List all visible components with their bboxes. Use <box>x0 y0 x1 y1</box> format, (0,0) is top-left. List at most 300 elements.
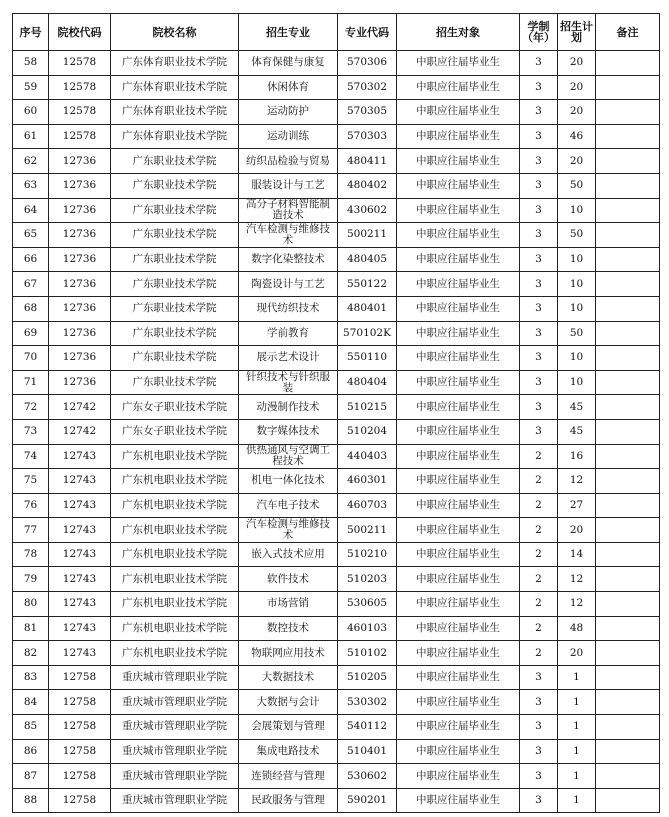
header-major: 招生专业 <box>239 14 338 51</box>
table-row <box>13 567 660 592</box>
cell-major: 汽车检测与维修技术 <box>239 518 338 543</box>
cell-major: 汽车检测与维修技术 <box>239 223 338 248</box>
cell-major: 市场营销 <box>239 592 338 617</box>
cell-school-code: 12758 <box>49 739 111 764</box>
cell-duration: 3 <box>520 788 558 813</box>
cell-major-code: 510210 <box>338 542 397 567</box>
cell-major-code: 550122 <box>338 272 397 297</box>
cell-major-code: 570302 <box>338 75 397 100</box>
cell-school-code: 12736 <box>49 321 111 346</box>
cell-quota: 1 <box>558 690 596 715</box>
cell-duration: 3 <box>520 223 558 248</box>
cell-duration: 2 <box>520 444 558 469</box>
cell-quota: 1 <box>558 715 596 740</box>
cell-major-code: 510203 <box>338 567 397 592</box>
cell-school-name: 广东机电职业技术学院 <box>111 592 239 617</box>
cell-major-code: 440403 <box>338 444 397 469</box>
cell-major-code: 570306 <box>338 51 397 76</box>
cell-school-name: 广东职业技术学院 <box>111 370 239 395</box>
table-row <box>13 419 660 444</box>
cell-major: 大数据与会计 <box>239 690 338 715</box>
cell-serial: 80 <box>13 592 49 617</box>
cell-school-code: 12578 <box>49 100 111 125</box>
cell-target: 中职应往届毕业生 <box>397 592 520 617</box>
table-header-row <box>13 14 660 51</box>
cell-remarks <box>596 764 660 789</box>
cell-school-code: 12743 <box>49 542 111 567</box>
enrollment-table-container <box>12 13 660 813</box>
cell-school-code: 12743 <box>49 444 111 469</box>
cell-duration: 3 <box>520 51 558 76</box>
cell-serial: 73 <box>13 419 49 444</box>
cell-major-code: 430602 <box>338 198 397 223</box>
cell-serial: 63 <box>13 173 49 198</box>
cell-school-name: 广东机电职业技术学院 <box>111 518 239 543</box>
cell-school-code: 12743 <box>49 616 111 641</box>
cell-school-name: 广东机电职业技术学院 <box>111 616 239 641</box>
cell-remarks <box>596 272 660 297</box>
cell-target: 中职应往届毕业生 <box>397 567 520 592</box>
cell-major: 供热通风与空调工程技术 <box>239 444 338 469</box>
cell-duration: 3 <box>520 198 558 223</box>
cell-school-code: 12736 <box>49 346 111 371</box>
header-major-code: 专业代码 <box>338 14 397 51</box>
cell-remarks <box>596 296 660 321</box>
cell-serial: 62 <box>13 149 49 174</box>
cell-school-code: 12578 <box>49 51 111 76</box>
cell-major: 集成电路技术 <box>239 739 338 764</box>
cell-major: 运动防护 <box>239 100 338 125</box>
cell-school-code: 12736 <box>49 223 111 248</box>
cell-major-code: 570102K <box>338 321 397 346</box>
cell-serial: 74 <box>13 444 49 469</box>
cell-duration: 3 <box>520 149 558 174</box>
cell-school-name: 重庆城市管理职业学院 <box>111 690 239 715</box>
cell-quota: 1 <box>558 739 596 764</box>
cell-remarks <box>596 419 660 444</box>
cell-duration: 3 <box>520 370 558 395</box>
cell-school-code: 12736 <box>49 198 111 223</box>
cell-duration: 3 <box>520 419 558 444</box>
cell-target: 中职应往届毕业生 <box>397 542 520 567</box>
cell-duration: 3 <box>520 272 558 297</box>
cell-remarks <box>596 444 660 469</box>
cell-school-code: 12742 <box>49 419 111 444</box>
cell-school-name: 广东女子职业技术学院 <box>111 419 239 444</box>
cell-major-code: 530302 <box>338 690 397 715</box>
cell-quota: 10 <box>558 247 596 272</box>
cell-quota: 20 <box>558 518 596 543</box>
table-row <box>13 321 660 346</box>
cell-major: 大数据技术 <box>239 665 338 690</box>
cell-target: 中职应往届毕业生 <box>397 739 520 764</box>
cell-serial: 60 <box>13 100 49 125</box>
cell-remarks <box>596 567 660 592</box>
cell-remarks <box>596 518 660 543</box>
cell-major: 服装设计与工艺 <box>239 173 338 198</box>
cell-target: 中职应往届毕业生 <box>397 370 520 395</box>
cell-major: 现代纺织技术 <box>239 296 338 321</box>
cell-school-name: 重庆城市管理职业学院 <box>111 715 239 740</box>
cell-major-code: 540112 <box>338 715 397 740</box>
cell-school-name: 广东机电职业技术学院 <box>111 641 239 666</box>
cell-major: 学前教育 <box>239 321 338 346</box>
cell-major-code: 510102 <box>338 641 397 666</box>
cell-serial: 81 <box>13 616 49 641</box>
cell-serial: 83 <box>13 665 49 690</box>
cell-remarks <box>596 51 660 76</box>
table-row <box>13 665 660 690</box>
table-row <box>13 296 660 321</box>
cell-major-code: 510204 <box>338 419 397 444</box>
cell-major: 数控技术 <box>239 616 338 641</box>
cell-target: 中职应往届毕业生 <box>397 395 520 420</box>
cell-school-name: 广东机电职业技术学院 <box>111 542 239 567</box>
cell-major: 数字化染整技术 <box>239 247 338 272</box>
cell-major: 嵌入式技术应用 <box>239 542 338 567</box>
cell-remarks <box>596 346 660 371</box>
cell-major-code: 500211 <box>338 518 397 543</box>
cell-duration: 3 <box>520 690 558 715</box>
cell-remarks <box>596 788 660 813</box>
cell-major-code: 590201 <box>338 788 397 813</box>
cell-duration: 3 <box>520 665 558 690</box>
cell-school-name: 广东机电职业技术学院 <box>111 444 239 469</box>
cell-school-code: 12736 <box>49 370 111 395</box>
table-row <box>13 247 660 272</box>
cell-school-code: 12736 <box>49 149 111 174</box>
header-duration: 学制（年） <box>520 14 558 51</box>
cell-major-code: 480402 <box>338 173 397 198</box>
cell-major-code: 550110 <box>338 346 397 371</box>
cell-major-code: 530605 <box>338 592 397 617</box>
cell-serial: 82 <box>13 641 49 666</box>
cell-school-name: 广东体育职业技术学院 <box>111 100 239 125</box>
cell-quota: 50 <box>558 173 596 198</box>
cell-serial: 78 <box>13 542 49 567</box>
cell-school-code: 12758 <box>49 690 111 715</box>
cell-target: 中职应往届毕业生 <box>397 124 520 149</box>
cell-target: 中职应往届毕业生 <box>397 469 520 494</box>
cell-duration: 3 <box>520 395 558 420</box>
cell-school-name: 广东体育职业技术学院 <box>111 51 239 76</box>
table-row <box>13 592 660 617</box>
cell-school-name: 广东机电职业技术学院 <box>111 493 239 518</box>
cell-remarks <box>596 173 660 198</box>
cell-major: 物联网应用技术 <box>239 641 338 666</box>
cell-school-name: 广东体育职业技术学院 <box>111 124 239 149</box>
cell-major-code: 510215 <box>338 395 397 420</box>
cell-school-code: 12758 <box>49 764 111 789</box>
enrollment-table <box>12 13 660 813</box>
cell-quota: 12 <box>558 567 596 592</box>
cell-remarks <box>596 542 660 567</box>
cell-school-name: 重庆城市管理职业学院 <box>111 665 239 690</box>
cell-duration: 3 <box>520 100 558 125</box>
cell-serial: 85 <box>13 715 49 740</box>
cell-target: 中职应往届毕业生 <box>397 518 520 543</box>
cell-duration: 3 <box>520 247 558 272</box>
cell-major: 针织技术与针织服装 <box>239 370 338 395</box>
cell-quota: 12 <box>558 469 596 494</box>
cell-quota: 20 <box>558 641 596 666</box>
cell-serial: 77 <box>13 518 49 543</box>
cell-major-code: 570305 <box>338 100 397 125</box>
table-row <box>13 690 660 715</box>
cell-quota: 45 <box>558 395 596 420</box>
cell-quota: 1 <box>558 764 596 789</box>
cell-school-code: 12743 <box>49 493 111 518</box>
cell-target: 中职应往届毕业生 <box>397 100 520 125</box>
cell-school-name: 广东职业技术学院 <box>111 346 239 371</box>
cell-duration: 2 <box>520 592 558 617</box>
table-row <box>13 198 660 223</box>
cell-major-code: 480401 <box>338 296 397 321</box>
cell-serial: 72 <box>13 395 49 420</box>
cell-duration: 3 <box>520 75 558 100</box>
cell-remarks <box>596 641 660 666</box>
cell-target: 中职应往届毕业生 <box>397 715 520 740</box>
cell-school-name: 广东职业技术学院 <box>111 296 239 321</box>
cell-quota: 14 <box>558 542 596 567</box>
cell-remarks <box>596 75 660 100</box>
cell-school-code: 12742 <box>49 395 111 420</box>
cell-remarks <box>596 198 660 223</box>
cell-remarks <box>596 493 660 518</box>
cell-school-name: 广东职业技术学院 <box>111 272 239 297</box>
cell-remarks <box>596 665 660 690</box>
cell-school-name: 广东体育职业技术学院 <box>111 75 239 100</box>
table-row <box>13 370 660 395</box>
cell-major: 机电一体化技术 <box>239 469 338 494</box>
cell-target: 中职应往届毕业生 <box>397 764 520 789</box>
cell-target: 中职应往届毕业生 <box>397 788 520 813</box>
cell-serial: 61 <box>13 124 49 149</box>
cell-serial: 76 <box>13 493 49 518</box>
table-row <box>13 149 660 174</box>
table-row <box>13 518 660 543</box>
cell-major-code: 480405 <box>338 247 397 272</box>
cell-major: 软件技术 <box>239 567 338 592</box>
cell-serial: 66 <box>13 247 49 272</box>
cell-quota: 10 <box>558 346 596 371</box>
cell-serial: 67 <box>13 272 49 297</box>
cell-quota: 20 <box>558 51 596 76</box>
cell-target: 中职应往届毕业生 <box>397 272 520 297</box>
cell-quota: 50 <box>558 321 596 346</box>
cell-target: 中职应往届毕业生 <box>397 690 520 715</box>
cell-quota: 1 <box>558 788 596 813</box>
cell-major: 运动训练 <box>239 124 338 149</box>
table-row <box>13 788 660 813</box>
cell-major: 民政服务与管理 <box>239 788 338 813</box>
cell-school-code: 12578 <box>49 124 111 149</box>
cell-school-name: 广东职业技术学院 <box>111 247 239 272</box>
cell-school-name: 广东职业技术学院 <box>111 173 239 198</box>
table-row <box>13 124 660 149</box>
cell-major-code: 460301 <box>338 469 397 494</box>
cell-target: 中职应往届毕业生 <box>397 296 520 321</box>
cell-target: 中职应往届毕业生 <box>397 346 520 371</box>
cell-serial: 65 <box>13 223 49 248</box>
table-row <box>13 616 660 641</box>
cell-quota: 16 <box>558 444 596 469</box>
cell-serial: 71 <box>13 370 49 395</box>
cell-remarks <box>596 469 660 494</box>
cell-duration: 3 <box>520 321 558 346</box>
cell-remarks <box>596 100 660 125</box>
cell-serial: 84 <box>13 690 49 715</box>
cell-school-code: 12736 <box>49 173 111 198</box>
cell-major-code: 530602 <box>338 764 397 789</box>
header-target: 招生对象 <box>397 14 520 51</box>
cell-school-code: 12743 <box>49 641 111 666</box>
cell-target: 中职应往届毕业生 <box>397 321 520 346</box>
cell-school-code: 12758 <box>49 715 111 740</box>
cell-serial: 79 <box>13 567 49 592</box>
header-quota: 招生计划 <box>558 14 596 51</box>
cell-major: 数字媒体技术 <box>239 419 338 444</box>
cell-duration: 3 <box>520 346 558 371</box>
cell-serial: 75 <box>13 469 49 494</box>
cell-major: 体育保健与康复 <box>239 51 338 76</box>
cell-major: 展示艺术设计 <box>239 346 338 371</box>
cell-target: 中职应往届毕业生 <box>397 51 520 76</box>
table-row <box>13 51 660 76</box>
cell-serial: 59 <box>13 75 49 100</box>
cell-target: 中职应往届毕业生 <box>397 616 520 641</box>
cell-school-code: 12743 <box>49 567 111 592</box>
cell-remarks <box>596 321 660 346</box>
header-school-name: 院校名称 <box>111 14 239 51</box>
cell-target: 中职应往届毕业生 <box>397 198 520 223</box>
table-row <box>13 346 660 371</box>
cell-duration: 2 <box>520 567 558 592</box>
table-row <box>13 739 660 764</box>
cell-school-code: 12578 <box>49 75 111 100</box>
cell-target: 中职应往届毕业生 <box>397 75 520 100</box>
table-row <box>13 395 660 420</box>
cell-school-code: 12736 <box>49 296 111 321</box>
cell-major-code: 570303 <box>338 124 397 149</box>
cell-major-code: 510205 <box>338 665 397 690</box>
cell-target: 中职应往届毕业生 <box>397 641 520 666</box>
cell-remarks <box>596 616 660 641</box>
cell-remarks <box>596 690 660 715</box>
cell-target: 中职应往届毕业生 <box>397 444 520 469</box>
cell-quota: 48 <box>558 616 596 641</box>
cell-school-name: 广东机电职业技术学院 <box>111 567 239 592</box>
cell-quota: 45 <box>558 419 596 444</box>
cell-school-name: 重庆城市管理职业学院 <box>111 788 239 813</box>
cell-major: 会展策划与管理 <box>239 715 338 740</box>
cell-major-code: 480404 <box>338 370 397 395</box>
cell-major: 连锁经营与管理 <box>239 764 338 789</box>
cell-major: 动漫制作技术 <box>239 395 338 420</box>
cell-duration: 2 <box>520 518 558 543</box>
cell-target: 中职应往届毕业生 <box>397 493 520 518</box>
cell-major: 纺织品检验与贸易 <box>239 149 338 174</box>
cell-quota: 10 <box>558 272 596 297</box>
cell-school-name: 重庆城市管理职业学院 <box>111 739 239 764</box>
cell-quota: 10 <box>558 198 596 223</box>
cell-school-code: 12743 <box>49 592 111 617</box>
cell-major-code: 510401 <box>338 739 397 764</box>
cell-duration: 2 <box>520 616 558 641</box>
cell-school-code: 12758 <box>49 665 111 690</box>
cell-remarks <box>596 592 660 617</box>
cell-major: 陶瓷设计与工艺 <box>239 272 338 297</box>
cell-duration: 3 <box>520 715 558 740</box>
cell-serial: 64 <box>13 198 49 223</box>
cell-quota: 46 <box>558 124 596 149</box>
table-row <box>13 469 660 494</box>
cell-major: 汽车电子技术 <box>239 493 338 518</box>
header-school-code: 院校代码 <box>49 14 111 51</box>
cell-quota: 1 <box>558 665 596 690</box>
cell-school-name: 广东职业技术学院 <box>111 198 239 223</box>
cell-school-name: 广东职业技术学院 <box>111 321 239 346</box>
cell-target: 中职应往届毕业生 <box>397 223 520 248</box>
cell-school-name: 广东职业技术学院 <box>111 223 239 248</box>
cell-serial: 58 <box>13 51 49 76</box>
cell-quota: 12 <box>558 592 596 617</box>
cell-school-name: 广东女子职业技术学院 <box>111 395 239 420</box>
cell-remarks <box>596 715 660 740</box>
table-row <box>13 100 660 125</box>
cell-serial: 70 <box>13 346 49 371</box>
cell-remarks <box>596 247 660 272</box>
cell-serial: 69 <box>13 321 49 346</box>
cell-serial: 88 <box>13 788 49 813</box>
cell-duration: 3 <box>520 173 558 198</box>
cell-major-code: 480411 <box>338 149 397 174</box>
cell-major-code: 460103 <box>338 616 397 641</box>
cell-remarks <box>596 124 660 149</box>
cell-remarks <box>596 395 660 420</box>
cell-duration: 2 <box>520 641 558 666</box>
table-row <box>13 173 660 198</box>
cell-school-code: 12743 <box>49 469 111 494</box>
table-row <box>13 641 660 666</box>
table-row <box>13 542 660 567</box>
cell-remarks <box>596 739 660 764</box>
cell-target: 中职应往届毕业生 <box>397 419 520 444</box>
cell-major: 高分子材料智能制造技术 <box>239 198 338 223</box>
cell-duration: 2 <box>520 493 558 518</box>
cell-major-code: 460703 <box>338 493 397 518</box>
table-row <box>13 223 660 248</box>
cell-target: 中职应往届毕业生 <box>397 247 520 272</box>
cell-quota: 20 <box>558 149 596 174</box>
cell-school-name: 广东机电职业技术学院 <box>111 469 239 494</box>
cell-duration: 3 <box>520 124 558 149</box>
cell-school-code: 12758 <box>49 788 111 813</box>
cell-remarks <box>596 370 660 395</box>
cell-school-code: 12736 <box>49 272 111 297</box>
cell-duration: 3 <box>520 739 558 764</box>
cell-duration: 3 <box>520 764 558 789</box>
cell-quota: 20 <box>558 75 596 100</box>
table-row <box>13 715 660 740</box>
table-row <box>13 444 660 469</box>
cell-target: 中职应往届毕业生 <box>397 665 520 690</box>
cell-serial: 68 <box>13 296 49 321</box>
cell-duration: 2 <box>520 469 558 494</box>
table-row <box>13 272 660 297</box>
cell-major: 休闲体育 <box>239 75 338 100</box>
cell-remarks <box>596 223 660 248</box>
